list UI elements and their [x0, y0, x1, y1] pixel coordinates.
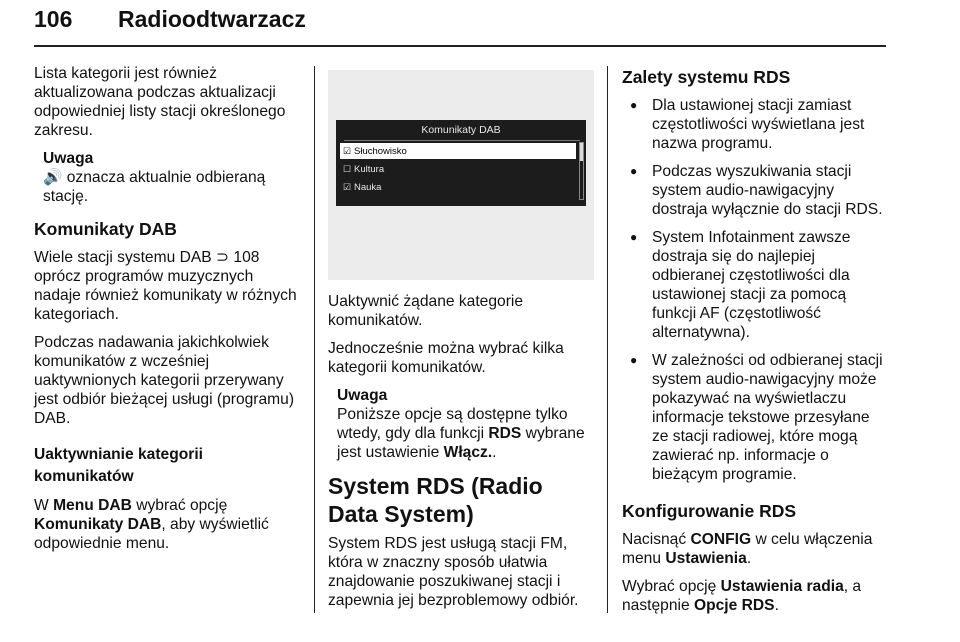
column-divider-1 — [314, 66, 315, 613]
page-number: 106 — [34, 6, 73, 32]
column-3 — [622, 66, 888, 624]
section-title: Radioodtwarzacz — [118, 6, 306, 32]
screen-divider — [344, 140, 580, 141]
paragraph: Uaktywnić żądane kategorie komunikatów. — [328, 293, 524, 329]
paragraph: Wybrać opcję Ustawienia radia, a następnie Opcje RDS. — [622, 578, 862, 614]
scrollbar-thumb[interactable] — [580, 143, 583, 161]
list-item: ● Dla ustawionej stacji zamiast częstotliwości wyświetlana jest nazwa programu. — [622, 96, 888, 153]
paragraph: Podczas nadawania jakichkolwiek komunikatów z wcześniej uaktywnionych kategorii przerywany jest odbiór bieżącej usługi (programu) DAB. — [34, 334, 295, 427]
paragraph: Nacisnąć CONFIG w celu włączenia menu Ustawienia. — [622, 531, 873, 567]
checkbox-checked-icon: ☑ — [342, 146, 352, 156]
intro-paragraph: Lista kategorii jest również aktualizowana podczas aktualizacji odpowiedniej listy stacji określonego zakresu. — [34, 65, 286, 139]
speaker-icon: 🔊 — [43, 169, 63, 186]
note-label: Uwaga — [337, 387, 388, 404]
header-rule — [34, 45, 886, 47]
dab-announcements-screen — [328, 70, 594, 280]
paragraph: Wiele stacji systemu DAB ⊃ 108 oprócz programów muzycznych nadaje również komunikaty w różnych kategoriach. — [34, 249, 297, 323]
subheading-activate-categories: Uaktywnianie kategorii komunikatów — [34, 446, 203, 485]
page-reference-icon: ⊃ — [215, 249, 230, 266]
category-row[interactable]: ☑ Nauka — [340, 179, 576, 195]
paragraph: System RDS jest usługą stacji FM, która w znaczny sposób ułatwia znajdowanie poszukiwanej stacji i zapewnia jej bezproblemowy odbiór. — [328, 535, 579, 609]
screen-title: Komunikaty DAB — [421, 124, 501, 136]
list-item: ● Podczas wyszukiwania stacji system audio-nawigacyjny dostraja wyłącznie do stacji RDS. — [622, 162, 888, 219]
note-label: Uwaga — [43, 150, 94, 167]
checkbox-unchecked-icon: ☐ — [342, 164, 352, 174]
paragraph: W Menu DAB wybrać opcję Komunikaty DAB, aby wyświetlić odpowiednie menu. — [34, 497, 269, 552]
heading-configure-rds: Konfigurowanie RDS — [622, 501, 797, 521]
heading-rds-system: System RDS (Radio Data System) — [328, 473, 543, 527]
list-item: ● W zależności od odbieranej stacji system audio-nawigacyjny może pokazywać na wyświetlaczu informacje tekstowe przesyłane ze stacji radiowej, które mogą zawierać np. informacje o bieżącym programie. — [622, 351, 888, 484]
note-text: Poniższe opcje są dostępne tylko wtedy, gdy dla funkcji RDS wybrane jest ustawienie Włącz.. — [337, 406, 585, 461]
note-block — [34, 149, 302, 206]
category-row-selected[interactable]: ☑ Słuchowisko — [340, 143, 576, 159]
column-2 — [328, 292, 594, 619]
checkbox-checked-icon: ☑ — [342, 182, 352, 192]
note-text: 🔊 oznacza aktualnie odbieraną stację. — [43, 169, 266, 205]
heading-rds-advantages: Zalety systemu RDS — [622, 67, 791, 87]
column-divider-2 — [607, 66, 608, 613]
list-item: ● System Infotainment zawsze dostraja się do najlepiej odbieranej częstotliwości dla ustawionej stacji za pomocą funkcji AF (częstotliwość alternatywna). — [622, 228, 888, 342]
display-panel — [336, 120, 586, 206]
scrollbar[interactable] — [579, 142, 584, 200]
heading-dab-announcements: Komunikaty DAB — [34, 219, 177, 239]
advantages-list — [622, 96, 888, 484]
note-block — [328, 386, 594, 462]
column-1 — [34, 64, 302, 562]
category-row[interactable]: ☐ Kultura — [340, 161, 576, 177]
paragraph: Jednocześnie można wybrać kilka kategorii komunikatów. — [328, 340, 564, 376]
